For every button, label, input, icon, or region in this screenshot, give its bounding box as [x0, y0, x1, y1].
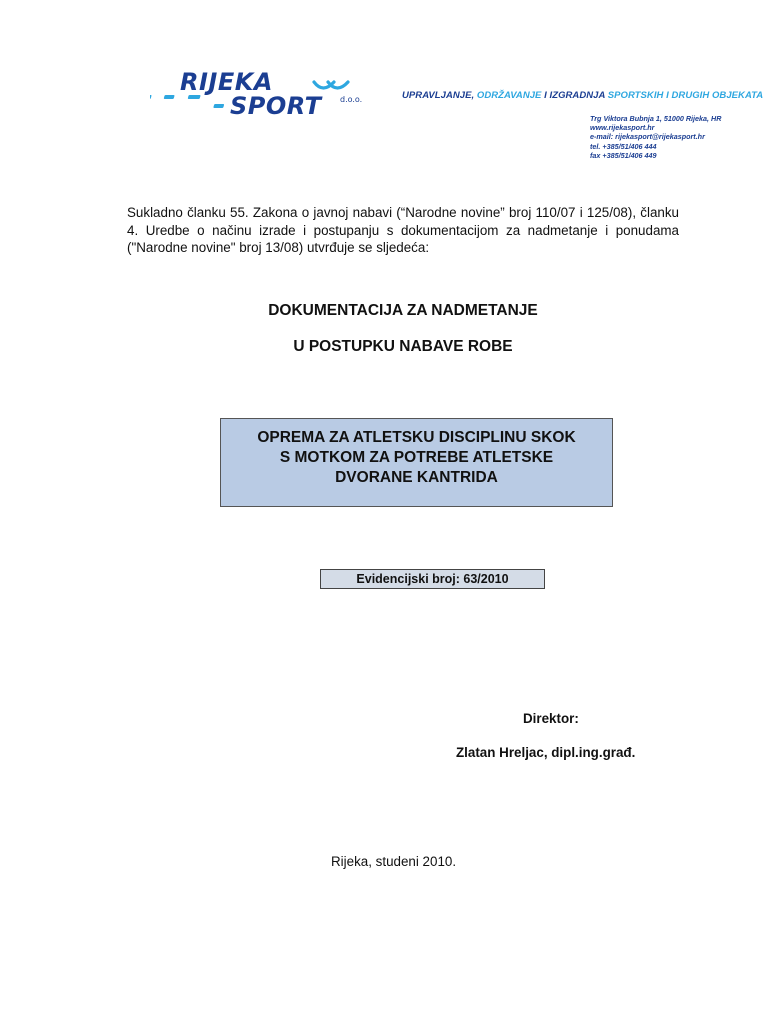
document-subtitle: U POSTUPKU NABAVE ROBE: [293, 338, 513, 355]
tagline-part-1: UPRAVLJANJE,: [402, 90, 477, 101]
subject-box: [220, 418, 613, 507]
logo-speed-lines: [150, 95, 224, 108]
intro-paragraph: Sukladno članku 55. Zakona o javnoj nabavi (“Narodne novine” broj 110/07 i 125/08), članku 4. Uredbe o načinu izrade i postupanju s dokumentacijom za nadmetanje i ponudama ("Narodne novine" broj 13/08) utvrđuje se sljedeća:: [127, 205, 679, 255]
subject-text: [257, 428, 575, 488]
document-title: DOKUMENTACIJA ZA NADMETANJE: [268, 302, 538, 319]
place-date: Rijeka, studeni 2010.: [331, 854, 457, 869]
director-label: Direktor:: [523, 711, 579, 726]
subject-line-2: S MOTKOM ZA POTREBE ATLETSKE: [279, 448, 554, 466]
company-tagline: [402, 90, 763, 101]
contact-email: e-mail: rijekasport@rijekasport.hr: [590, 132, 705, 142]
contact-phone: tel. +385/51/406 444: [590, 141, 657, 151]
tagline-part-4: SPORTSKIH I DRUGIH OBJEKATA: [607, 90, 764, 101]
tagline-part-3: I IZGRADNJA: [541, 90, 608, 101]
logo-word-top: RIJEKA: [180, 68, 273, 96]
subject-line-3: DVORANE KANTRIDA: [335, 468, 498, 486]
company-logo: [150, 64, 380, 124]
logo-word-bottom: SPORT: [230, 92, 322, 120]
contact-block: [590, 114, 721, 160]
logo-suffix: d.o.o.: [340, 95, 363, 104]
contact-fax: fax +385/51/406 449: [590, 150, 657, 160]
contact-address: Trg Viktora Bubnja 1, 51000 Rijeka, HR: [590, 114, 722, 123]
contact-website: www.rijekasport.hr: [590, 123, 655, 133]
logo-swoosh: [314, 82, 348, 88]
tagline-part-2: ODRŽAVANJE: [476, 90, 542, 101]
evidence-number-box: Evidencijski broj: 63/2010: [320, 569, 545, 589]
subject-line-1: OPREMA ZA ATLETSKU DISCIPLINU SKOK: [257, 428, 576, 446]
director-name: Zlatan Hreljac, dipl.ing.građ.: [456, 745, 636, 760]
